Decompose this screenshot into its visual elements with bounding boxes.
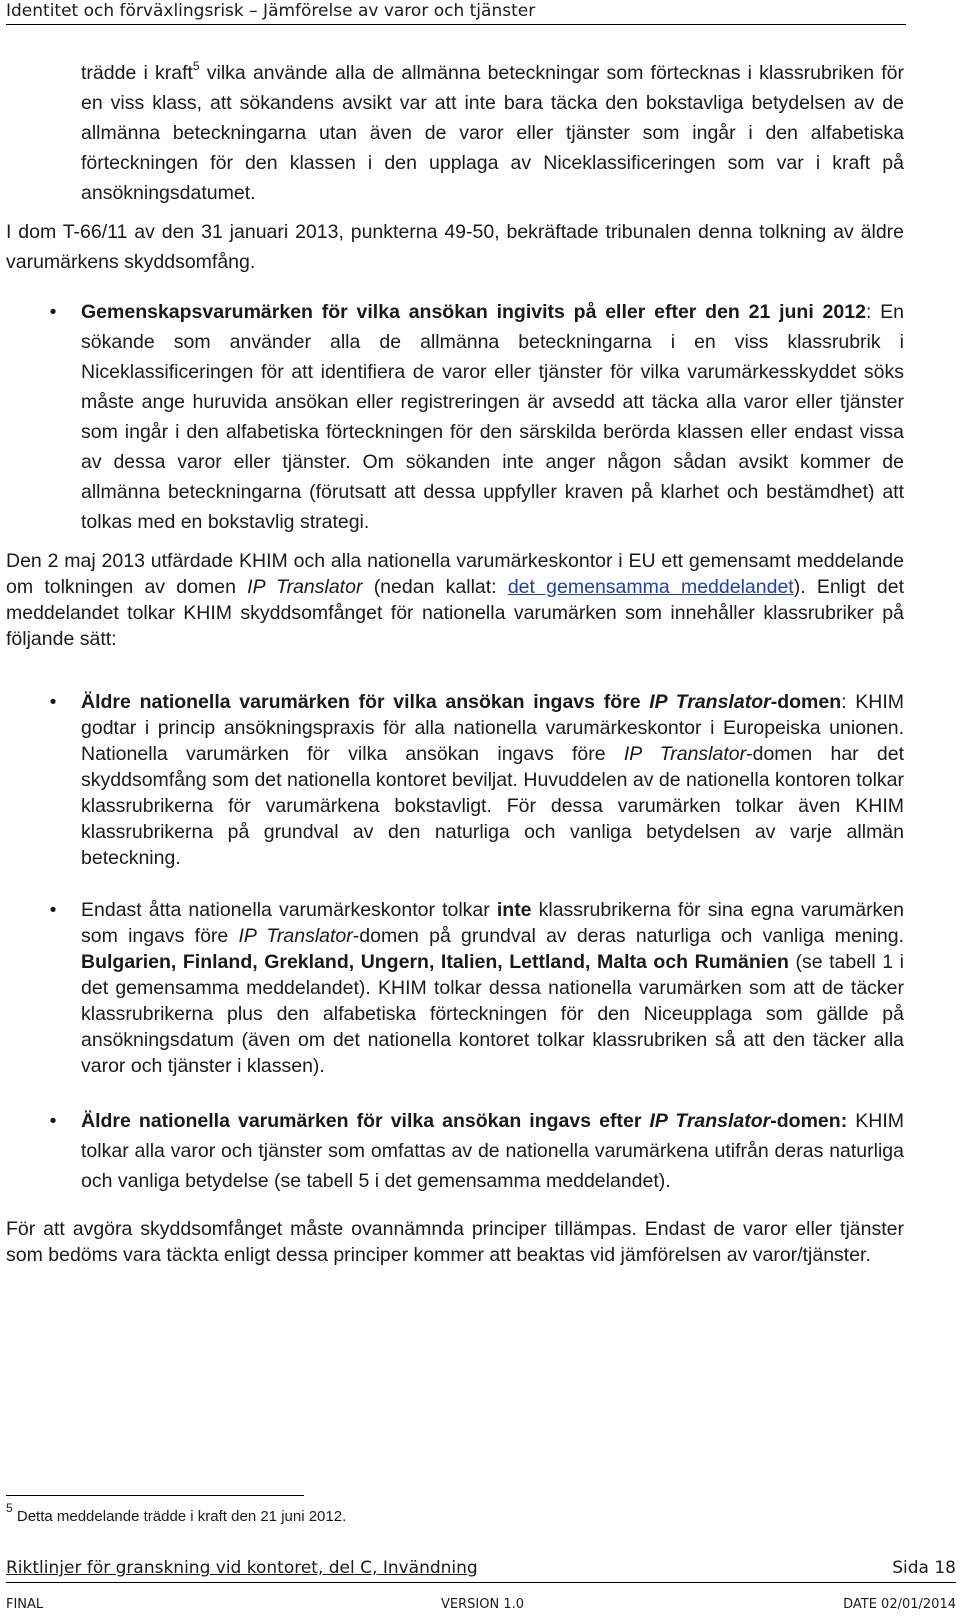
- bullet-icon: •: [49, 1110, 57, 1132]
- header-title: Identitet och förväxlingsrisk – Jämförelse av varor och tjänster: [6, 1, 536, 21]
- list-item: [6, 897, 904, 1079]
- paragraph-text: Den 2 maj 2013 utfärdade KHIM och alla nationella varumärkeskontor i EU ett gemensamt meddelande om tolkningen av domen: [6, 550, 904, 598]
- emphasis-text: inte: [496, 899, 532, 921]
- footnote: [6, 1501, 904, 1527]
- paragraph-text: trädde i kraft: [81, 62, 193, 84]
- common-communication-link[interactable]: det gemensamma meddelandet: [507, 576, 794, 598]
- list-item: [6, 1106, 904, 1196]
- footnote-text: Detta meddelande trädde i kraft den 21 juni 2012.: [12, 1508, 347, 1525]
- list-item: [6, 297, 904, 537]
- footnote-number: 5: [6, 1501, 13, 1515]
- paragraph-text: (nedan kallat:: [362, 576, 508, 598]
- heading-text: -domen:: [770, 1110, 848, 1132]
- page-footer: [6, 1556, 956, 1583]
- italic-term: IP Translator: [649, 691, 771, 713]
- list-item-text: : En sökande som använder alla de allmänna beteckningarna i en viss klassrubrik i Niceklassificeringen för att identifiera de varor eller tjänster för vilka varumärkesskyddet söks måste ange huruvida ansökan eller registreringen är avsedd att täcka alla varor eller tjänster som ingår i den alfabetiska förteckningen för den särskilda berörda klassen eller endast vissa av dessa varor eller tjänster. Om sökanden inte anger någon sådan avsikt kommer de allmänna beteckningarna (förutsatt att dessa uppfyller kraven på klarhet och bestämdhet) att tolkas med en bokstavlig strategi.: [81, 301, 904, 533]
- list-item-heading: [81, 691, 841, 713]
- document-body: [6, 58, 904, 1268]
- paragraph-text: vilka använde alla de allmänna beteckningar som förtecknas i klassrubriken för en viss klass, att sökandens avsikt var att inte bara täcka den bokstavliga betydelsen av de allmänna beteckningarna utan även de varor eller tjänster som ingår i den alfabetiska förteckningen för den klassen i den upplaga av Niceklassificeringen som var i kraft på ansökningsdatumet.: [81, 62, 904, 204]
- paragraph-conclusion: För att avgöra skyddsomfånget måste ovannämnda principer tillämpas. Endast de varor eller tjänster som bedöms vara täckta enligt dessa principer kommer att beaktas vid jämförelsen av varor/tjänster.: [6, 1218, 904, 1266]
- list-item-text: -domen har det skyddsomfång som det nationella kontoret beviljat. Huvuddelen av de nationella kontoren tolkar klassrubrikerna för varumärkena bokstavligt. För dessa varumärken tolkar även KHIM klassrubrikerna på grundval av den naturliga och vanliga betydelsen av varje allmän beteckning.: [81, 743, 905, 869]
- italic-term: IP Translator: [623, 743, 747, 765]
- list-item-text: : KHIM godtar i princip ansökningspraxis för alla nationella varumärkeskontor i Europeiska unionen. Nationella varumärken för vilka ansökan ingavs före: [81, 691, 905, 765]
- list-item: [6, 689, 904, 871]
- list-item-heading: [81, 1110, 847, 1132]
- footer-document-title: Riktlinjer för granskning vid kontoret, del C, Invändning: [6, 1558, 478, 1578]
- heading-text: Äldre nationella varumärken för vilka ansökan ingavs före: [81, 691, 650, 713]
- footnote-reference[interactable]: 5: [192, 59, 200, 73]
- country-list: Bulgarien, Finland, Grekland, Ungern, Italien, Lettland, Malta och Rumänien: [81, 951, 789, 973]
- paragraph-judgment: I dom T-66/11 av den 31 januari 2013, punkterna 49-50, bekräftade tribunalen denna tolkning av äldre varumärkens skyddsomfång.: [6, 221, 904, 273]
- page-header: [6, 0, 906, 25]
- paragraph-text: ). Enligt det meddelandet tolkar KHIM skyddsomfånget för nationella varumärken som innehåller klassrubriker på följande sätt:: [6, 576, 904, 650]
- italic-term: IP Translator: [649, 1110, 771, 1132]
- version-label: VERSION 1.0: [441, 1597, 524, 1612]
- bullet-icon: •: [49, 899, 57, 921]
- heading-text: -domen: [770, 691, 842, 713]
- bullet-icon: •: [49, 301, 57, 323]
- list-item-text: KHIM tolkar alla varor och tjänster som omfattas av de nationella varumärkena utifrån deras naturliga och vanliga betydelse (se tabell 5 i det gemensamma meddelandet).: [81, 1110, 905, 1192]
- paragraph-continuation: [6, 58, 904, 208]
- list-item-text: Endast åtta nationella varumärkeskontor tolkar: [81, 899, 497, 921]
- paragraph-common-communication: [6, 548, 904, 652]
- footnote-divider: [6, 1495, 304, 1496]
- bullet-icon: •: [49, 691, 57, 713]
- date-label: DATE 02/01/2014: [843, 1597, 956, 1612]
- heading-text: Äldre nationella varumärken för vilka ansökan ingavs efter: [81, 1110, 650, 1132]
- list-item-text: klassrubrikerna för sina egna varumärken som ingavs före: [81, 899, 904, 947]
- list-item-text: -domen på grundval av deras naturliga och vanliga mening.: [352, 925, 904, 947]
- list-item-heading: Gemenskapsvarumärken för vilka ansökan ingivits på eller efter den 21 juni 2012: [81, 301, 866, 323]
- list-item-text: (se tabell 1 i det gemensamma meddelandet). KHIM tolkar dessa nationella varumärken som att de täcker klassrubrikerna plus den alfabetiska förteckningen för den Niceupplaga som gällde på ansökningsdatum (även om det nationella kontoret tolkar klassrubriken så att den täcker alla varor och tjänster i klassen).: [81, 951, 904, 1077]
- italic-term: IP Translator: [238, 925, 353, 947]
- italic-term: IP Translator: [247, 576, 363, 598]
- status-label: FINAL: [6, 1597, 44, 1612]
- page-number: Sida 18: [892, 1558, 956, 1578]
